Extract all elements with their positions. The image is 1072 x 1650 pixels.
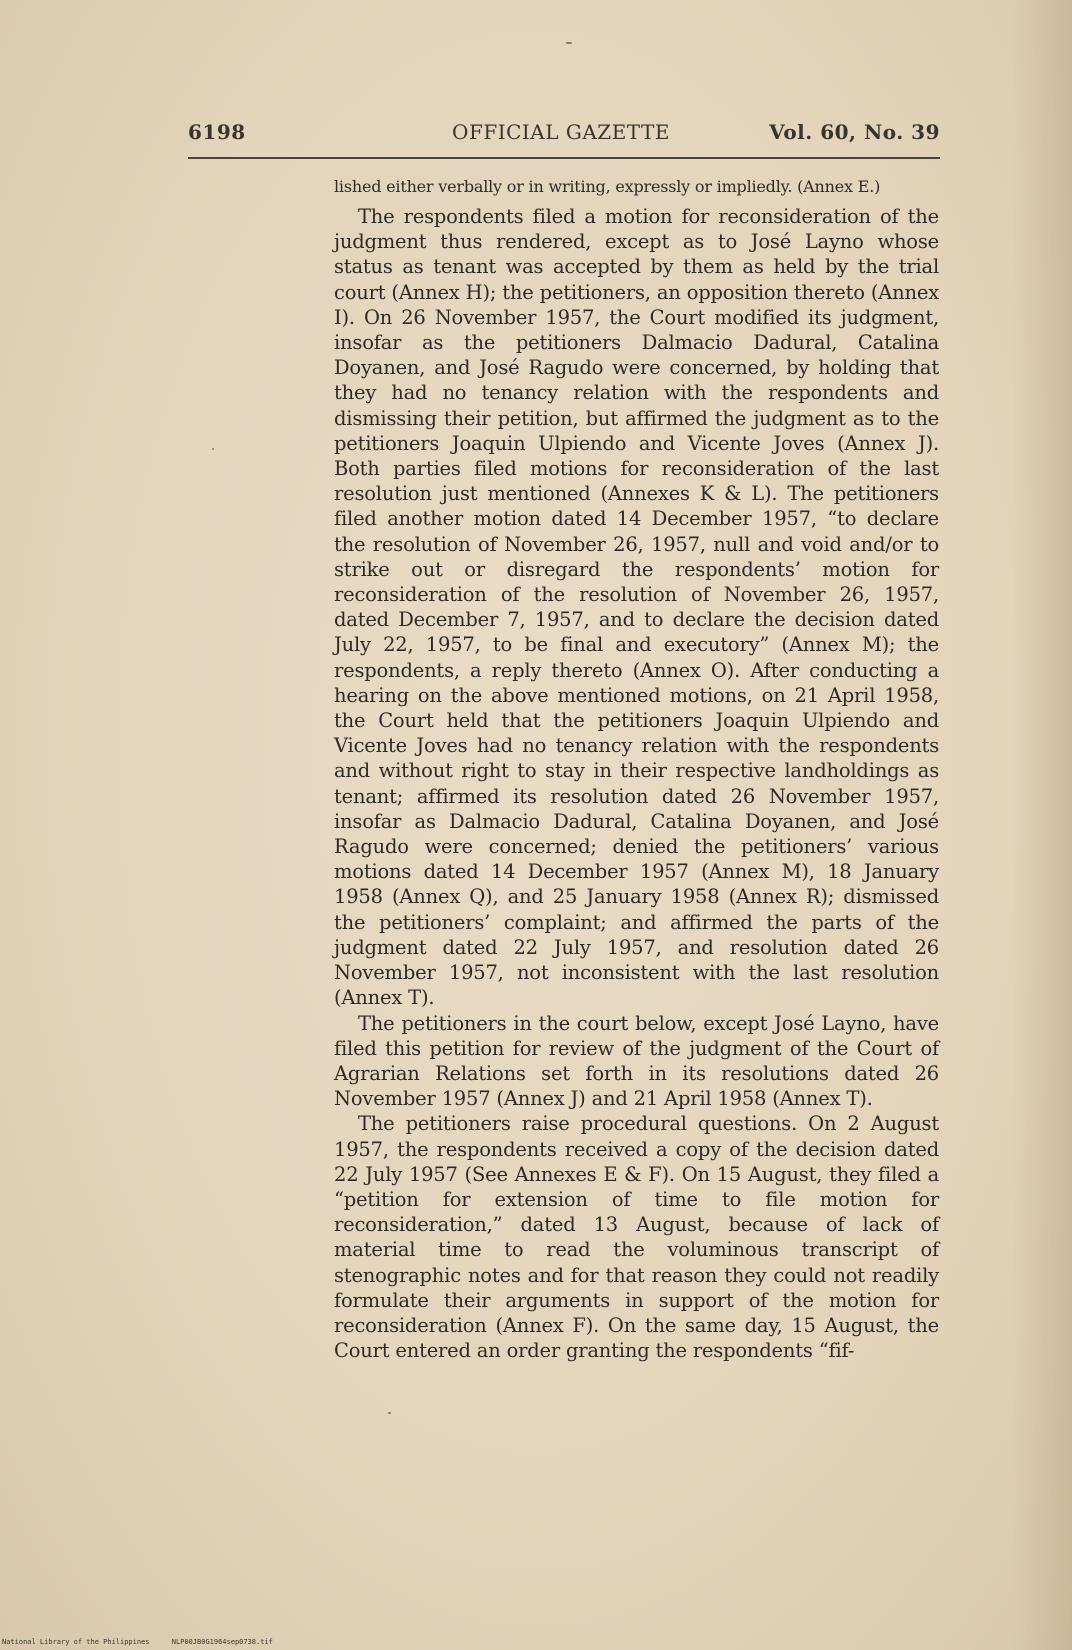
scan-footer [2,1638,291,1646]
library-name: National Library of the Philippines [2,1638,150,1646]
article-body [334,176,939,1363]
page-header [188,120,940,150]
volume-issue: Vol. 60, No. 39 [769,120,940,144]
paper-speck [388,1412,391,1414]
paragraph-continuation: lished either verbally or in writing, expressly or impliedly. (Annex E.) [334,177,881,196]
header-divider [188,157,940,159]
paper-speck [212,448,214,450]
scan-file-id: NLP00JB0G1964sep0738.tif [171,1638,273,1646]
paragraph: The petitioners in the court below, except José Layno, have filed this petition for review of the judgment of the Court of Agrarian Relations set forth in its resolutions dated 26 November 1957 (Annex J) and 21 April 1958 (Annex T). [334,1011,939,1111]
page-edge-shadow [1012,0,1072,1650]
paragraph: The petitioners raise procedural questions. On 2 August 1957, the respondents received a copy of the decision dated 22 July 1957 (See Annexes E & F). On 15 August, they filed a “petition for extension of time to file motion for reconsideration,” dated 13 August, because of lack of material time to read the voluminous transcript of stenographic notes and for that reason they could not readily formulate their arguments in support of the motion for reconsideration (Annex F). On the same day, 15 August, the Court entered an order granting the respondents “fif- [334,1112,939,1363]
running-title: OFFICIAL GAZETTE [452,120,670,144]
paragraph: The respondents filed a motion for reconsideration of the judgment thus rendered, except as to José Layno whose status as tenant was accepted by them as held by the trial court (Annex H); the petitioners, an opposition thereto (Annex I). On 26 November 1957, the Court modified its judgment, insofar as the petitioners Dalmacio Dadural, Catalina Doyanen, and José Ragudo were concerned, by holding that they had no tenancy relation with the respondents and dismissing their petition, but affirmed the judgment as to the petitioners Joaquin Ulpiendo and Vicente Joves (Annex J). Both parties filed motions for reconsideration of the last resolution just mentioned (Annexes K & L). The petitioners filed another motion dated 14 December 1957, “to declare the resolution of November 26, 1957, null and void and/or to strike out or disregard the respondents’ motion for reconsideration of the resolution of November 26, 1957, dated December 7, 1957, and to declare the decision dated July 22, 1957, to be final and executory” (Annex M); the respondents, a reply thereto (Annex O). After conducting a hearing on the above mentioned motions, on 21 April 1958, the Court held that the petitioners Joaquin Ulpiendo and Vicente Joves had no tenancy relation with the respondents and without right to stay in their respective landholdings as tenant; affirmed its resolution dated 26 November 1957, insofar as Dalmacio Dadural, Catalina Doyanen, and José Ragudo were concerned; denied the petitioners’ various motions dated 14 December 1957 (Annex M), 18 January 1958 (Annex Q), and 25 January 1958 (Annex R); dismissed the petitioners’ complaint; and affirmed the parts of the judgment dated 22 July 1957, and resolution dated 26 November 1957, not inconsistent with the last resolution (Annex T). [334,205,939,1010]
paper-speck [566,42,572,44]
page-number: 6198 [188,120,246,144]
